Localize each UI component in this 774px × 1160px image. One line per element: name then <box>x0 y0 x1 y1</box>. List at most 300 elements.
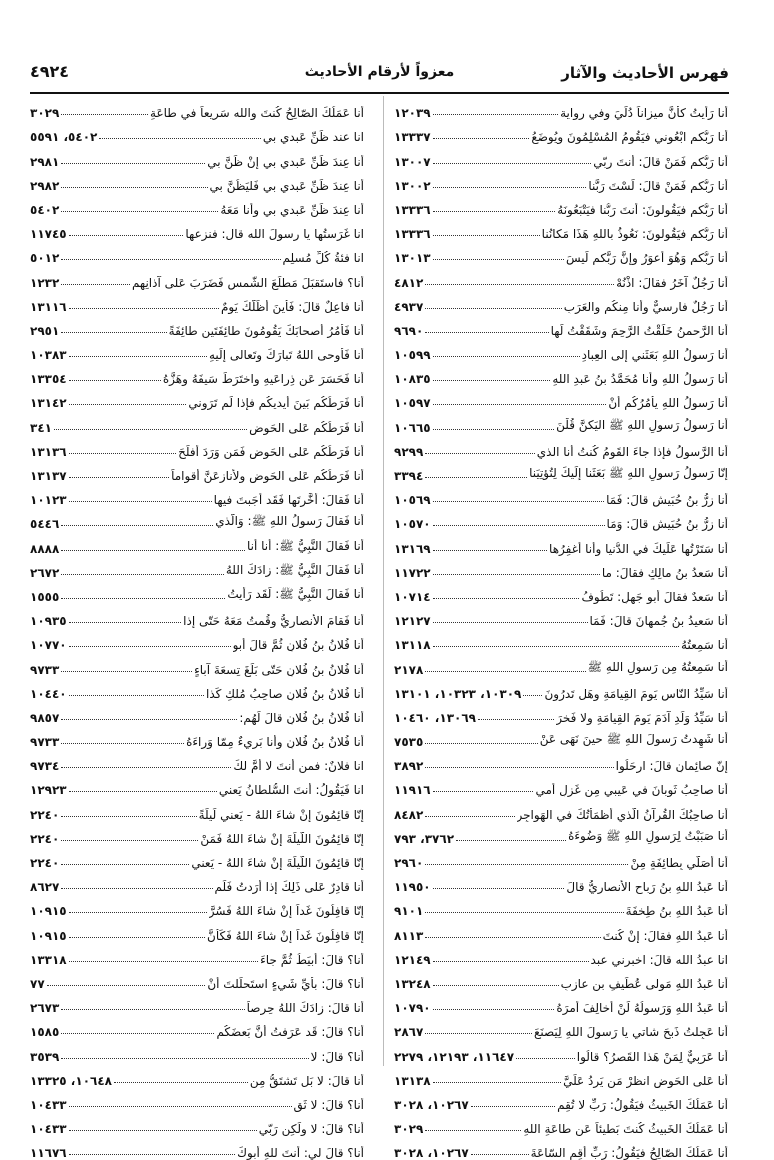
leader-dots <box>425 308 561 309</box>
entry-text: أنا الرَّسولُ فإذا جاءَ القَومُ كُنتُ أنا الذي <box>536 444 728 459</box>
leader-dots <box>61 864 189 865</box>
entry-text: أنا سَيِّدُ وَلَدِ آدَمَ يَومَ القِيامَةِ ولا فَخرَ <box>556 710 728 725</box>
leader-dots <box>425 1130 521 1131</box>
entry-text: أنا رَأيتُ كأنَّ ميزاناً دُلِّيَ وفي رواية <box>560 106 728 121</box>
leader-dots <box>523 695 542 696</box>
index-entry <box>30 531 364 555</box>
entry-reference: ٥٤٠٢ <box>30 202 60 217</box>
entry-text: أنا عَبدُ اللهِ وَرَسولُهُ لَنْ أُخالِفَ أمرَهُ <box>556 1001 728 1016</box>
leader-dots <box>516 1058 575 1059</box>
entry-text: أنا فَرَطُكُم عَلى الحَوضِ فَمَن وَرَدَ أفلَحَ <box>178 444 364 459</box>
entry-reference: ٢٩٦٠ <box>394 856 424 870</box>
entry-text: انا عند ظَنِّ عَبدي بي <box>262 130 364 145</box>
entry-text: أنا رَسولُ رَسولِ اللهِ ﷺ اليَكنَّ قُلْنَ <box>556 417 728 432</box>
leader-dots <box>433 598 580 599</box>
index-entry <box>394 507 728 531</box>
index-column-left <box>30 96 364 1160</box>
leader-dots <box>61 332 166 333</box>
entry-reference: ٢١٧٨ <box>394 662 424 677</box>
index-entry <box>30 241 364 265</box>
index-entry <box>30 894 364 918</box>
entry-text: أنا قادِرٌ عَلى ذَلِكَ إذا أرَدتُ فَلَم <box>214 880 364 895</box>
entry-reference: ١٣١١٦ <box>30 299 67 314</box>
leader-dots <box>61 1058 308 1059</box>
entry-reference: ١١٩٥٠ <box>394 880 431 895</box>
entry-text: انا عبدُ الله قالَ: اخبرني عبد <box>590 952 728 967</box>
entry-text: انا فَيَقُولُ: أنتَ السُّلطانُ يَعني <box>218 783 364 798</box>
index-entry <box>30 1136 364 1160</box>
entry-reference: ١٣٢٤٨ <box>394 976 431 991</box>
leader-dots <box>69 308 219 309</box>
leader-dots <box>425 767 613 768</box>
entry-reference: ١٣٠١٣ <box>394 251 431 266</box>
entry-text: أنا؟ قالَ: قَد عَرَفتُ أنَّ بَعضَكُم <box>216 1025 364 1040</box>
index-entry <box>30 483 364 507</box>
entry-text: أنا أُصَلّي بِطائِفَةٍ مِنْ <box>630 856 728 870</box>
index-entry <box>30 991 364 1015</box>
entry-reference: ٩٧٣٣ <box>30 662 60 677</box>
index-entry <box>30 918 364 942</box>
entry-reference: ٣٤١ <box>30 420 52 435</box>
leader-dots <box>69 380 161 381</box>
entry-reference: ١٠٨٣٥ <box>394 372 431 387</box>
entry-text: أنا زِرُّ بنُ حُبَيشٍ قالَ: وَمَا <box>606 517 728 532</box>
index-entry <box>30 846 364 870</box>
entry-text: أنا فُلانُ بنُ فُلانٍ صاحِبُ مُلكِ كَذا <box>205 686 364 701</box>
leader-dots <box>433 961 589 962</box>
entry-text: أنا قالَ: زادَكَ اللهُ حِرصاً <box>246 1001 364 1016</box>
entry-text: أنا فُلانُ بنُ فُلانٍ ثُمَّ قالَ أبو <box>232 638 364 653</box>
entry-reference: ١٢٩٢٣ <box>30 783 67 798</box>
leader-dots <box>61 284 130 285</box>
index-entry <box>394 459 728 483</box>
entry-text: إنّا قائِمُونَ إنْ شاءَ اللهُ - يَعني لَيلَةً <box>198 807 364 822</box>
leader-dots <box>456 840 566 841</box>
index-entry <box>394 193 728 217</box>
index-entry <box>30 773 364 797</box>
entry-text: أنا عِندَ ظَنِّ عَبدي بي وأنا مَعَهُ <box>220 202 364 217</box>
leader-dots <box>433 259 564 260</box>
index-entry <box>30 580 364 604</box>
index-entry <box>394 773 728 797</box>
entry-text: أنا فَرَطُكُم بَينَ أيديكُم فإذا لَم تَرَوني <box>188 396 364 411</box>
entry-reference: ١٣١٦٩ <box>394 541 431 556</box>
entry-text: أنا فَأُوحى اللهُ تَبارَكَ وتَعالى إلَيهِ <box>209 348 364 363</box>
entry-text: أنا صَبَبْتُ لِرَسولِ اللهِ ﷺ وَضُوءَهُ <box>568 828 728 843</box>
entry-text: أنا سَمِعتُهُ مِن رَسولِ اللهِ ﷺ <box>587 659 728 674</box>
entry-text: أنا؟ قالَ لي: أنتَ للهِ أبوكَ <box>237 1146 364 1160</box>
entry-reference: ١٣٣٥٤ <box>30 372 67 387</box>
entry-text: أنا عَبدُ اللهِ بنُ طِخفَةَ <box>625 904 728 919</box>
entry-text: إنّا رَسولُ رَسولِ اللهِ ﷺ بَعَثَنا إلَيكَ لِتُؤتِيَنا <box>529 466 728 480</box>
index-entry <box>30 967 364 991</box>
entry-text: أنا قالَ: لا بَل تَشتَقُّ مِن <box>249 1073 364 1088</box>
entry-text: أنا؟ قالَ: لا ثَقِ <box>293 1097 364 1112</box>
leader-dots <box>425 864 628 865</box>
entry-reference: ٨٨٨٨ <box>30 541 60 556</box>
index-entry <box>394 483 728 507</box>
entry-reference: ١٠٣٠٩، ١٠٣٢٣، ١٣١٠١ <box>394 686 522 701</box>
entry-reference: ٢٢٤٠ <box>30 856 60 870</box>
index-entry <box>394 701 728 725</box>
entry-reference: ١٠٥٩٩ <box>394 348 431 363</box>
page-header <box>30 56 729 94</box>
entry-text: أنا رَجُلٌ آخَرُ فقالَ: اذْنُهْ <box>616 275 728 290</box>
index-entry <box>30 386 364 410</box>
leader-dots <box>114 1082 248 1083</box>
entry-text: أنا رَبُّكم فَمَنْ قالَ: أنتَ ربّي <box>593 154 728 169</box>
entry-text: أنا عَلى الحَوضِ انظرْ مَن يَرِدُ عَلَيَّ <box>563 1073 728 1088</box>
leader-dots <box>433 791 534 792</box>
entry-text: أنا فَرَطُكُم عَلى الحَوضِ <box>249 420 364 435</box>
leader-dots <box>61 163 205 164</box>
index-entry <box>30 193 364 217</box>
entry-reference: ١٠٩٣٥ <box>30 614 67 629</box>
entry-text: أنا رَجُلٌ فارسيٌّ وأنا مِنكُم والعَرَبِ <box>563 299 728 314</box>
index-entry <box>394 120 728 144</box>
entry-text: أنا شَهِدتُ رَسولَ اللهِ ﷺ حينَ نَهَى عَنْ <box>539 732 728 747</box>
index-entry <box>394 1015 728 1039</box>
entry-text: أنا فَحَسَرَ عَن ذِراعَيهِ واختَرَطَ سَيفَهُ وهَزَّهُ <box>162 372 364 387</box>
index-entry <box>394 314 728 338</box>
entry-reference: ١٠٩١٥ <box>30 928 67 943</box>
entry-text: أنا عَرَبِيٌّ لِمَنْ هَذا القَصرُ؟ قالُوا <box>576 1049 728 1064</box>
leader-dots <box>433 985 559 986</box>
leader-dots <box>61 767 231 768</box>
index-entry <box>30 144 364 168</box>
index-entry <box>30 725 364 749</box>
entry-reference: ١٣١١٨ <box>394 638 431 653</box>
entry-reference: ٤٨١٢ <box>394 275 424 290</box>
leader-dots <box>433 574 600 575</box>
entry-reference: ٥٤٠٢، ٥٥٩١ <box>30 130 98 145</box>
index-entry <box>394 749 728 773</box>
index-entry <box>30 507 364 531</box>
leader-dots <box>69 235 184 236</box>
entry-text: أنا صاحِبُكَ القُرآنُ الَّذي أظمَأتُكَ في الهَواجِرِ <box>516 807 728 822</box>
index-entry <box>394 217 728 241</box>
leader-dots <box>425 332 548 333</box>
index-entry <box>394 652 728 676</box>
index-entry <box>394 943 728 967</box>
entry-text: أنا عَبدُ اللهِ بنُ رَباحٍ الأنصارِيُّ قالَ <box>566 880 728 895</box>
entry-text: أنا؟ قالَ: بأيِّ شَيءٍ استَحلَلتَ أنْ <box>207 976 364 991</box>
leader-dots <box>69 937 205 938</box>
leader-dots <box>433 622 588 623</box>
index-entry <box>394 531 728 555</box>
index-entry <box>394 967 728 991</box>
entry-reference: ١٠٢٦٧، ٣٠٢٨ <box>394 1097 469 1112</box>
leader-dots <box>61 719 237 720</box>
leader-dots <box>478 719 554 720</box>
entry-reference: ٩٧٣٣ <box>30 735 60 750</box>
index-entry <box>394 725 728 749</box>
entry-text: أنا عِندَ ظَنِّ عَبدي بي فَليَظُنَّ بي <box>209 178 364 193</box>
entry-text: أنا عَمَلُكَ الخَبيثُ فيَقُولُ: رَبِّ لا تُقِمِ <box>557 1097 728 1112</box>
leader-dots <box>69 912 207 913</box>
index-entry <box>394 677 728 701</box>
leader-dots <box>69 646 231 647</box>
entry-reference: ١٢١٢٧ <box>394 614 431 629</box>
entry-reference: ١١٦٤٧، ١٢١٩٣، ٢٢٧٩ <box>394 1049 515 1064</box>
leader-dots <box>69 695 204 696</box>
leader-dots <box>54 429 247 430</box>
entry-reference: ١٠٥٦٩ <box>394 493 431 508</box>
leader-dots <box>433 888 565 889</box>
entry-text: أنا الرَّحمنُ خَلَقْتُ الرَّحِمَ وشَقَقْتُ لَها <box>550 323 728 338</box>
entry-reference: ١٠٤٣٣ <box>30 1097 67 1112</box>
entry-reference: ١٣٠٦٩، ١٠٤٦٠ <box>394 710 476 725</box>
entry-text: أنا؟ قالَ: لا ولَكِن رَبّي <box>258 1122 364 1137</box>
entry-reference: ٤٩٣٧ <box>394 299 424 314</box>
index-entry <box>394 96 728 120</box>
leader-dots <box>425 477 527 478</box>
index-entry <box>394 290 728 314</box>
leader-dots <box>433 138 530 139</box>
entry-reference: ١٠٤٤٠ <box>30 686 67 701</box>
entry-text: أنا فاعِلٌ قالَ: فَأينَ أظَلُّكَ يَومٌ <box>220 299 364 314</box>
leader-dots <box>61 525 213 526</box>
entry-reference: ٩٧٣٤ <box>30 759 60 774</box>
entry-text: أنا فَقامَ الأنصارِيُّ وقُمتُ مَعَهُ حَتّى إذا <box>183 614 364 629</box>
entry-text: أنا فَقالَ: أخَّرتَها فَقَد أجَبتَ فيها <box>213 493 364 508</box>
column-divider <box>383 96 384 1066</box>
index-entry <box>394 918 728 942</box>
leader-dots <box>61 1033 214 1034</box>
leader-dots <box>433 404 607 405</box>
entry-reference: ٢٩٨١ <box>30 154 60 169</box>
leader-dots <box>69 961 259 962</box>
entry-text: إنّا قافِلُونَ غَداً إنْ شاءَ اللهُ فَسُرَّ <box>208 904 364 919</box>
entry-text: أنا رَسولُ اللهِ وأنا مُحَمَّدُ بنُ عَبدِ اللهِ <box>552 372 728 387</box>
index-entry <box>30 943 364 967</box>
index-entry <box>30 410 364 434</box>
leader-dots <box>69 1106 292 1107</box>
index-entry <box>394 241 728 265</box>
entry-text: أنا زِرُّ بنُ حُبَيشٍ قالَ: فَمَا <box>606 493 728 508</box>
entry-text: أنا سَيِّدُ النّاسِ يَومَ القِيامَةِ وهَل تَدرُونَ <box>544 686 728 701</box>
entry-reference: ١٣٣٣٧ <box>394 130 431 145</box>
index-entry <box>30 797 364 821</box>
entry-reference: ١٠٣٨٣ <box>30 348 67 363</box>
index-entry <box>30 290 364 314</box>
index-entry <box>394 265 728 289</box>
index-entry <box>30 652 364 676</box>
leader-dots <box>61 114 148 115</box>
entry-reference: ١٥٨٥ <box>30 1025 60 1040</box>
entry-text: أنا فَرَطُكُم عَلى الحَوضِ ولأُنازِعَنَّ أقواماً <box>171 469 364 483</box>
entry-reference: ١٠٧٩٠ <box>394 1001 431 1016</box>
leader-dots <box>433 1082 561 1083</box>
index-entry <box>30 1112 364 1136</box>
leader-dots <box>425 453 534 454</box>
leader-dots <box>61 1009 244 1010</box>
index-entry <box>30 362 364 386</box>
entry-text: أنا عَمَلُكَ الصّالِحُ فيَقُولُ: رَبِّ أقِمِ السّاعَةَ <box>530 1146 728 1160</box>
entry-text: أنا فَقالَ رَسولُ اللهِ ﷺ: وَالَّذي <box>215 514 364 529</box>
index-entry <box>394 1064 728 1088</box>
entry-reference: ٣٨٩٢ <box>394 759 424 774</box>
leader-dots <box>425 284 614 285</box>
leader-dots <box>61 671 192 672</box>
leader-dots <box>433 187 587 188</box>
entry-reference: ٩٦٩٠ <box>394 323 424 338</box>
leader-dots <box>425 671 585 672</box>
entry-text: أنا؟ قالَ: لا <box>310 1049 364 1064</box>
leader-dots <box>61 574 224 575</box>
running-title: فهرس الأحاديث والآثار <box>561 64 729 82</box>
entry-reference: ١٣١٣٧ <box>30 469 67 483</box>
entry-text: إنّا قافِلُونَ غَداً إنْ شاءَ اللهُ فَكَأنَّ <box>207 928 364 943</box>
leader-dots <box>69 356 207 357</box>
entry-reference: ٢٦٧٣ <box>30 1001 60 1016</box>
leader-dots <box>61 259 280 260</box>
index-entry <box>394 556 728 580</box>
entry-text: إنّ صائِمانِ قالَ: ارحَلُوا <box>615 759 728 774</box>
index-entry <box>394 435 728 459</box>
leader-dots <box>61 816 196 817</box>
leader-dots <box>433 114 558 115</box>
entry-text: أنا سَعدُ بنُ مالِكٍ فقالَ: ما <box>601 565 728 580</box>
index-entry <box>30 701 364 725</box>
index-entry <box>394 580 728 604</box>
entry-reference: ١٣٣٣٦ <box>394 202 431 217</box>
entry-reference: ١٣٣١٨ <box>30 952 67 967</box>
entry-text: أنا سَمِعتُهُ <box>681 638 728 653</box>
entry-text: أنا صاحِبُ ثَوبانَ في عَيبي مِن غَزلِ أمي <box>535 783 728 798</box>
index-entry <box>30 677 364 701</box>
leader-dots <box>433 1009 555 1010</box>
entry-reference: ١٣١٤٢ <box>30 396 67 411</box>
entry-text: أنا رَبُّكم وَهُوَ أعوَرُ وإنَّ رَبَّكم لَيسَ <box>565 251 728 266</box>
entry-text: أنا سَعدٌ فقالَ أبو جَهلٍ: تَطُوفُ <box>581 589 728 604</box>
entry-reference: ١٠٦٦٥ <box>394 420 431 435</box>
leader-dots <box>69 791 217 792</box>
entry-text: أنا عَمَلُكَ الصّالِحُ كُنتَ والله سَريعاً في طاعَةِ <box>150 106 364 121</box>
index-entry <box>394 991 728 1015</box>
index-entry <box>30 1039 364 1063</box>
leader-dots <box>433 525 605 526</box>
leader-dots <box>433 429 555 430</box>
entry-text: أنا فَقالَ النَّبِيُّ ﷺ: أنا أنا <box>246 538 364 553</box>
leader-dots <box>69 453 177 454</box>
leader-dots <box>61 598 225 599</box>
entry-text: أنا سَعيدُ بنُ جُمهانَ قالَ: فَمَا <box>589 614 728 629</box>
index-entry <box>30 604 364 628</box>
entry-reference: ١٢٠٣٩ <box>394 106 431 121</box>
index-entry <box>394 338 728 362</box>
index-column-right <box>394 96 728 1160</box>
entry-reference: ٢٦٧٢ <box>30 565 60 580</box>
index-entry <box>30 338 364 362</box>
leader-dots <box>433 550 547 551</box>
index-entry <box>30 120 364 144</box>
entry-text: أنا فَقالَ النَّبِيُّ ﷺ: لَقَد رَأيتُ <box>227 586 364 601</box>
entry-reference: ٢٢٤٠ <box>30 831 60 846</box>
index-entry <box>30 265 364 289</box>
entry-text: أنا فُلانُ بنُ فُلانٍ حَتّى بَلَغَ تِسعَةَ آباءٍ <box>194 662 364 677</box>
leader-dots <box>425 937 600 938</box>
entry-text: أنا؟ فاستَقبَلَ مَطلَعَ الشَّمسِ فَضَرَبَ عَلى آذانِهِم <box>131 275 364 290</box>
entry-reference: ١٠٥٧٠ <box>394 517 431 532</box>
entry-text: أنا سَتَرْتُها عَلَيكَ في الدُّنيا وأنا أغفِرُها <box>549 541 728 556</box>
entry-reference: ١٠١٢٣ <box>30 493 67 508</box>
entry-text: أنا عَجِلتُ ذَبحَ شاتي يا رَسولَ اللهِ لِيَصنَعَ <box>533 1025 728 1040</box>
entry-reference: ١٢١٤٩ <box>394 952 431 967</box>
leader-dots <box>69 1154 236 1155</box>
leader-dots <box>433 211 556 212</box>
index-entry <box>30 96 364 120</box>
entry-reference: ٣٣٩٤ <box>394 469 424 483</box>
index-entry <box>30 1064 364 1088</box>
entry-reference: ٢٩٥١ <box>30 323 60 338</box>
entry-reference: ١٠٦٤٨، ١٣٣٢٥ <box>30 1073 112 1088</box>
index-entry <box>394 1112 728 1136</box>
running-subtitle: معزواً لأرقام الأحاديث <box>304 64 455 80</box>
entry-reference: ١٠٢٦٧، ٣٠٢٨ <box>394 1146 469 1160</box>
entry-reference: ٨١١٣ <box>394 928 424 943</box>
leader-dots <box>425 912 623 913</box>
index-entry <box>394 1039 728 1063</box>
leader-dots <box>433 646 679 647</box>
entry-reference: ١١٧٤٥ <box>30 227 67 242</box>
entry-reference: ١٣٣٣٦ <box>394 227 431 242</box>
entry-reference: ٩٨٥٧ <box>30 710 60 725</box>
leader-dots <box>69 1130 257 1131</box>
entry-text: أنا فُلانُ بنُ فُلانٍ قالَ لَهُم: <box>239 710 364 725</box>
entry-text: أنا رَبُّكم فَمَنْ قالَ: لَسْتَ رَبَّنا <box>588 178 728 193</box>
entry-reference: ١٣١٣٨ <box>394 1073 431 1088</box>
entry-reference: ٨٦٢٧ <box>30 880 60 895</box>
index-entry <box>30 459 364 483</box>
entry-reference: ٣٠٢٩ <box>394 1122 424 1137</box>
leader-dots <box>61 840 198 841</box>
entry-reference: ٣٠٢٩ <box>30 106 60 121</box>
entry-text: أنا فَقالَ النَّبِيُّ ﷺ: زادَكَ اللهُ <box>225 562 364 577</box>
index-entry <box>30 314 364 338</box>
leader-dots <box>425 743 537 744</box>
index-entry <box>30 870 364 894</box>
leader-dots <box>433 501 604 502</box>
index-entry <box>30 556 364 580</box>
leader-dots <box>61 743 184 744</box>
index-entry <box>394 628 728 652</box>
index-entry <box>394 797 728 821</box>
leader-dots <box>433 380 551 381</box>
entry-reference: ١٠٩١٥ <box>30 904 67 919</box>
leader-dots <box>433 356 580 357</box>
index-entry <box>30 749 364 773</box>
entry-reference: ٢٨٦٧ <box>394 1025 424 1040</box>
index-entry <box>394 870 728 894</box>
leader-dots <box>61 550 245 551</box>
index-entry <box>394 144 728 168</box>
leader-dots <box>433 163 592 164</box>
index-entry <box>394 362 728 386</box>
entry-reference: ١٠٤٣٣ <box>30 1122 67 1137</box>
entry-text: انا غَرَستُها يا رسولَ الله قال: فنزعها <box>185 227 364 242</box>
entry-reference: ٢٩٨٢ <box>30 178 60 193</box>
index-entry <box>30 435 364 459</box>
entry-text: إنّا قائِمُونَ اللَّيلَةَ إنْ شاءَ اللهُ فَمَنْ <box>200 831 364 846</box>
entry-reference: ١٥٥٥ <box>30 589 60 604</box>
entry-text: أنا عَبدُ اللهِ مَولى عُطَيفِ بنِ عازِبٍ <box>560 976 728 991</box>
leader-dots <box>69 404 187 405</box>
entry-text: إنّا قائِمُونَ اللَّيلَةَ إنْ شاءَ اللهُ - يَعني <box>191 856 364 870</box>
index-entry <box>30 822 364 846</box>
entry-reference: ١٣٠٠٢ <box>394 178 431 193</box>
entry-text: أنا فَأمُرُ أصحابَكَ يَقُومُونَ طائِفَتَينِ طائِفَةً <box>168 323 364 338</box>
